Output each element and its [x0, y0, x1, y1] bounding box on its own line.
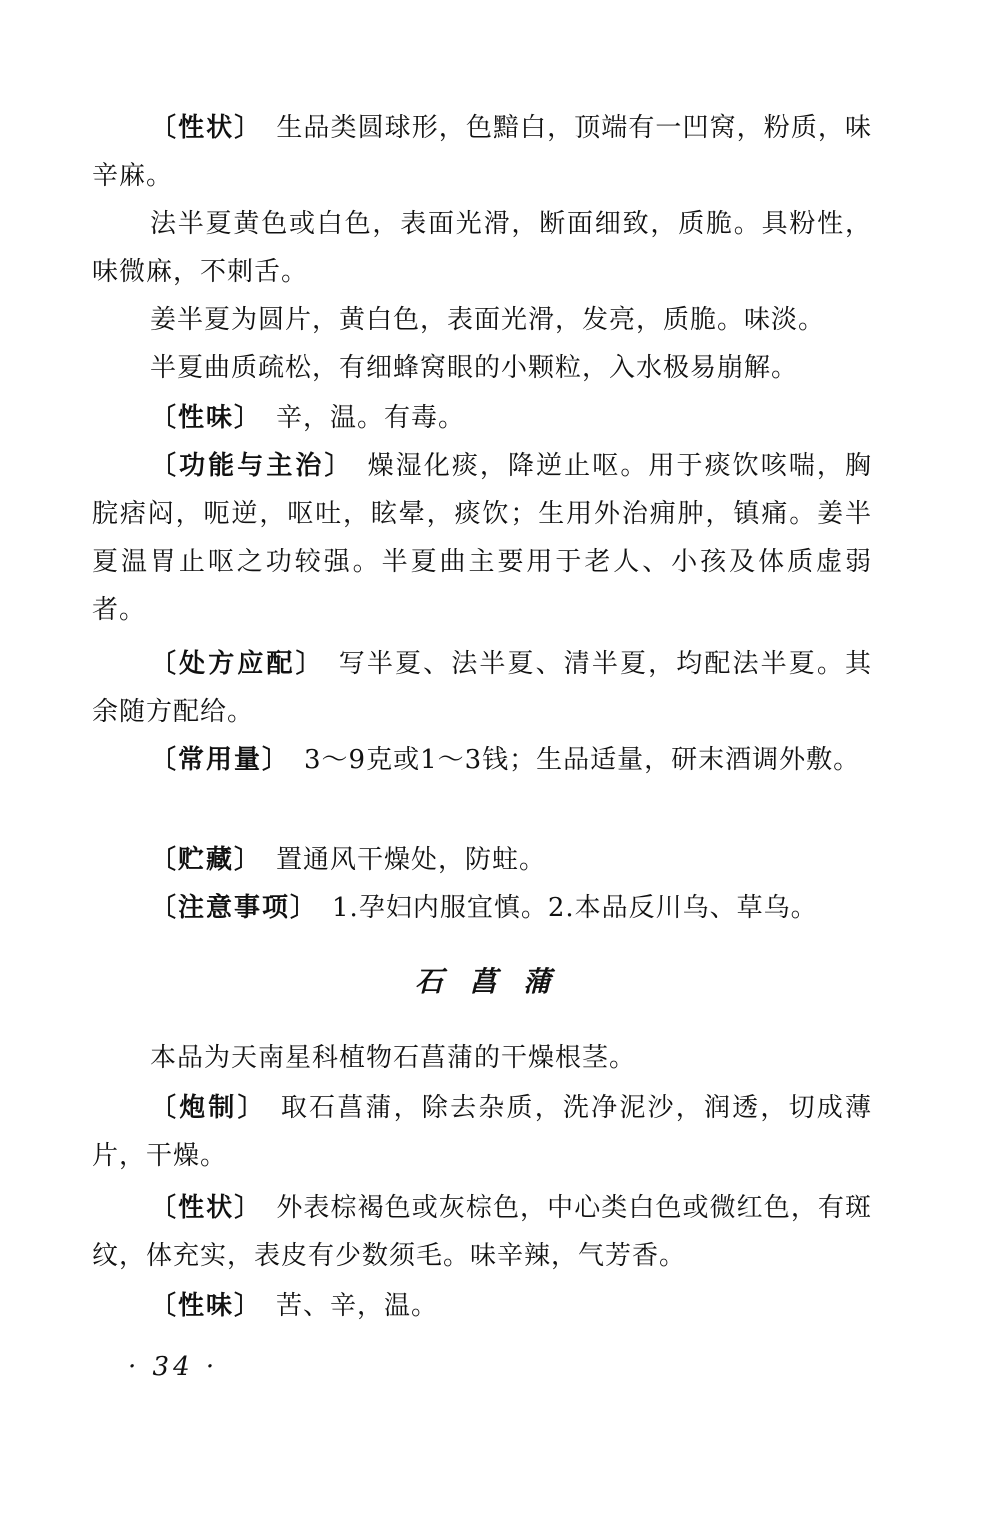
paragraph-text: 置通风干燥处，防蛀。 [276, 845, 547, 875]
section-tag: 〔性味〕 [150, 403, 263, 433]
paragraph-text: 法半夏黄色或白色，表面光滑，断面细致，质脆。具粉性，味微麻，不刺舌。 [92, 209, 872, 287]
paragraph-chufang [92, 640, 872, 736]
section-tag: 〔性味〕 [150, 1291, 263, 1321]
paragraph-intro [92, 1034, 872, 1082]
paragraph-zhuyi [92, 884, 872, 932]
paragraph-text: 燥湿化痰，降逆止呕。用于痰饮咳喘，胸脘痞闷，呃逆，呕吐，眩晕，痰饮；生用外治痈肿，镇痛。姜半夏温胃止呕之功较强。半夏曲主要用于老人、小孩及体质虚弱者。 [92, 451, 872, 625]
paragraph-text: 半夏曲质疏松，有细蜂窝眼的小颗粒，入水极易崩解。 [150, 353, 799, 383]
section-tag: 〔性状〕 [150, 113, 263, 143]
section-heading: 石菖蒲 [414, 965, 577, 998]
section-tag: 〔炮制〕 [150, 1093, 267, 1123]
paragraph-xingzhuang [92, 104, 872, 200]
paragraph-xingwei [92, 394, 872, 442]
paragraph-jiangbanxia [92, 296, 872, 344]
paragraph-zhucang [92, 836, 872, 884]
paragraph-text: 取石菖蒲，除去杂质，洗净泥沙，润透，切成薄片，干燥。 [92, 1093, 872, 1171]
paragraph-text: 苦、辛，温。 [276, 1291, 439, 1321]
paragraph-xingzhuang-2 [92, 1184, 872, 1280]
section-tag: 〔处方应配〕 [150, 649, 325, 679]
paragraph-banxiaqu [92, 344, 872, 392]
paragraph-changyongliang [92, 736, 872, 784]
section-tag: 〔注意事项〕 [150, 893, 319, 923]
paragraph-text: 3～9克或1～3钱；生品适量，研末酒调外敷。 [304, 745, 861, 775]
paragraph-gongneng [92, 442, 872, 634]
paragraph-text: 生品类圆球形，色黯白，顶端有一凹窝，粉质，味辛麻。 [92, 113, 872, 191]
page-number: · 34 · [128, 1352, 219, 1382]
section-tag: 〔功能与主治〕 [150, 451, 354, 481]
paragraph-xingwei-2 [92, 1282, 872, 1330]
paragraph-text: 写半夏、法半夏、清半夏，均配法半夏。其余随方配给。 [92, 649, 872, 727]
paragraph-paozhi [92, 1084, 872, 1180]
paragraph-text: 姜半夏为圆片，黄白色，表面光滑，发亮，质脆。味淡。 [150, 305, 826, 335]
section-tag: 〔常用量〕 [150, 745, 291, 775]
paragraph-text: 外表棕褐色或灰棕色，中心类白色或微红色，有斑纹，体充实，表皮有少数须毛。味辛辣，气芳香。 [92, 1193, 872, 1271]
section-tag: 〔性状〕 [150, 1193, 263, 1223]
section-tag: 〔贮藏〕 [150, 845, 263, 875]
paragraph-fabanxia [92, 200, 872, 296]
paragraph-text: 本品为天南星科植物石菖蒲的干燥根茎。 [150, 1043, 637, 1073]
paragraph-text: 1.孕妇内服宜慎。2.本品反川乌、草乌。 [332, 893, 818, 923]
paragraph-text: 辛，温。有毒。 [276, 403, 466, 433]
